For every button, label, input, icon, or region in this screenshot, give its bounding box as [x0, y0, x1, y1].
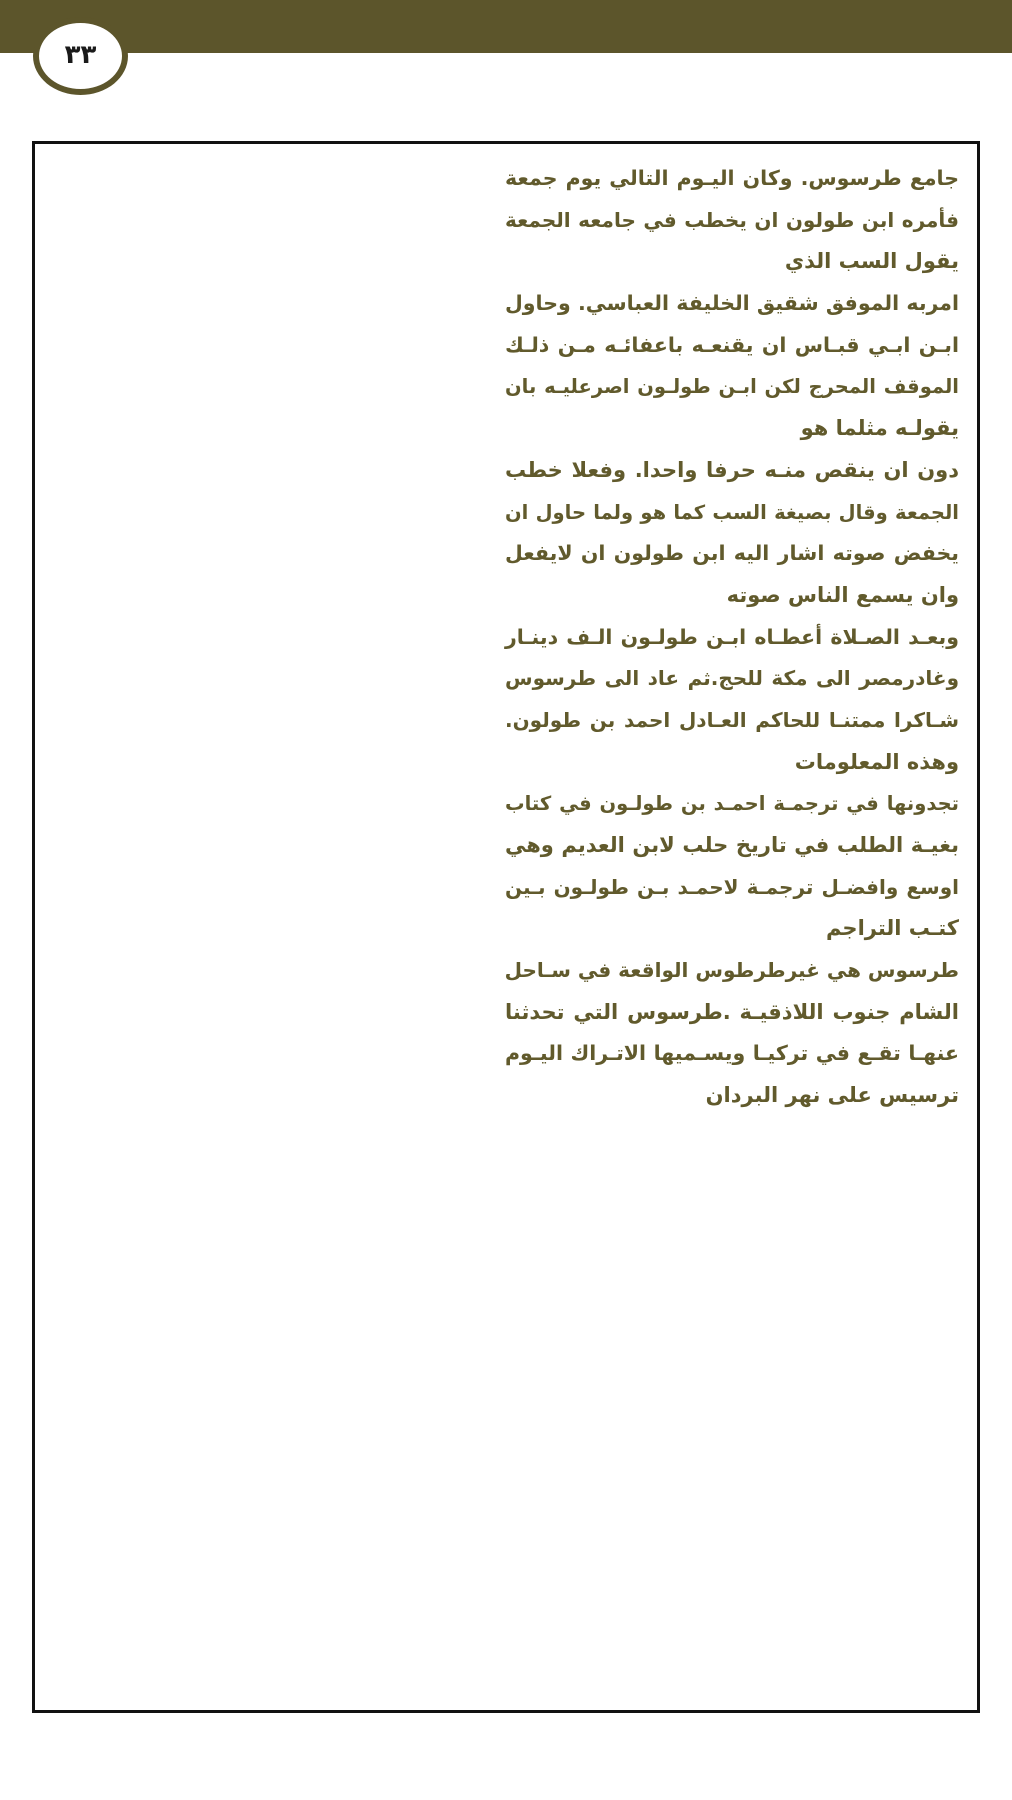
text-line: يقول السب الذي	[784, 249, 959, 274]
text-line: وان يسمع الناس صوته	[726, 582, 959, 607]
text-line: تجدونها في ترجمـة احمـد بن طولـون في كتاب	[505, 792, 959, 816]
page-number-badge	[33, 17, 128, 95]
text-line: فأمره ابن طولون ان يخطب في جامعه الجمعة	[505, 207, 959, 232]
page-number: ٣٣	[64, 40, 97, 70]
text-line: الجمعة وقال بصيغة السب كما هو ولما حاول ان	[505, 500, 959, 524]
text-line: ترسيس على نهر البردان	[705, 1083, 959, 1108]
text-line: وهذه المعلومات	[794, 749, 959, 774]
body-text	[505, 158, 959, 1117]
text-line: ابـن ابـي قبـاس ان يقنعـه باعفائـه مـن ذلـك	[505, 332, 959, 357]
text-line: الموقف المحرج لكن ابـن طولـون اصرعليـه بان	[505, 375, 959, 399]
text-line: وغادرمصر الى مكة للحج.ثم عاد الى طرسوس	[505, 666, 959, 691]
text-line: جامع طرسوس. وكان اليـوم التالي يوم جمعة	[505, 166, 959, 190]
text-line: يخفض صوته اشار اليه ابن طولون ان لايفعل	[505, 541, 959, 566]
text-line: كتـب التراجم	[825, 916, 959, 941]
text-line: طرسوس هي غيرطرطوس الواقعة في سـاحل	[504, 958, 959, 983]
text-line: شـاكرا ممتنـا للحاكم العـادل احمد بن طولون.	[505, 707, 959, 732]
header-bar	[0, 0, 1012, 53]
text-line: عنهـا تقـع في تركيـا ويسـميها الاتـراك اليـوم	[505, 1041, 959, 1066]
text-line: وبعـد الصـلاة أعطـاه ابـن طولـون الـف دينـار	[505, 624, 959, 649]
text-line: بغيـة الطلب في تاريخ حلب لابن العديم وهي	[505, 833, 959, 857]
text-line: الشام جنوب اللاذقيـة .طرسوس التي تحدثنا	[505, 999, 959, 1024]
text-line: يقولـه مثلما هو	[800, 416, 959, 441]
text-line: اوسع وافضـل ترجمـة لاحمـد بـن طولـون بـين	[505, 874, 959, 899]
text-line: امربه الموفق شقيق الخليفة العباسي. وحاول	[505, 291, 959, 316]
text-line: دون ان ينقص منـه حرفا واحدا. وفعلا خطب	[505, 457, 959, 482]
